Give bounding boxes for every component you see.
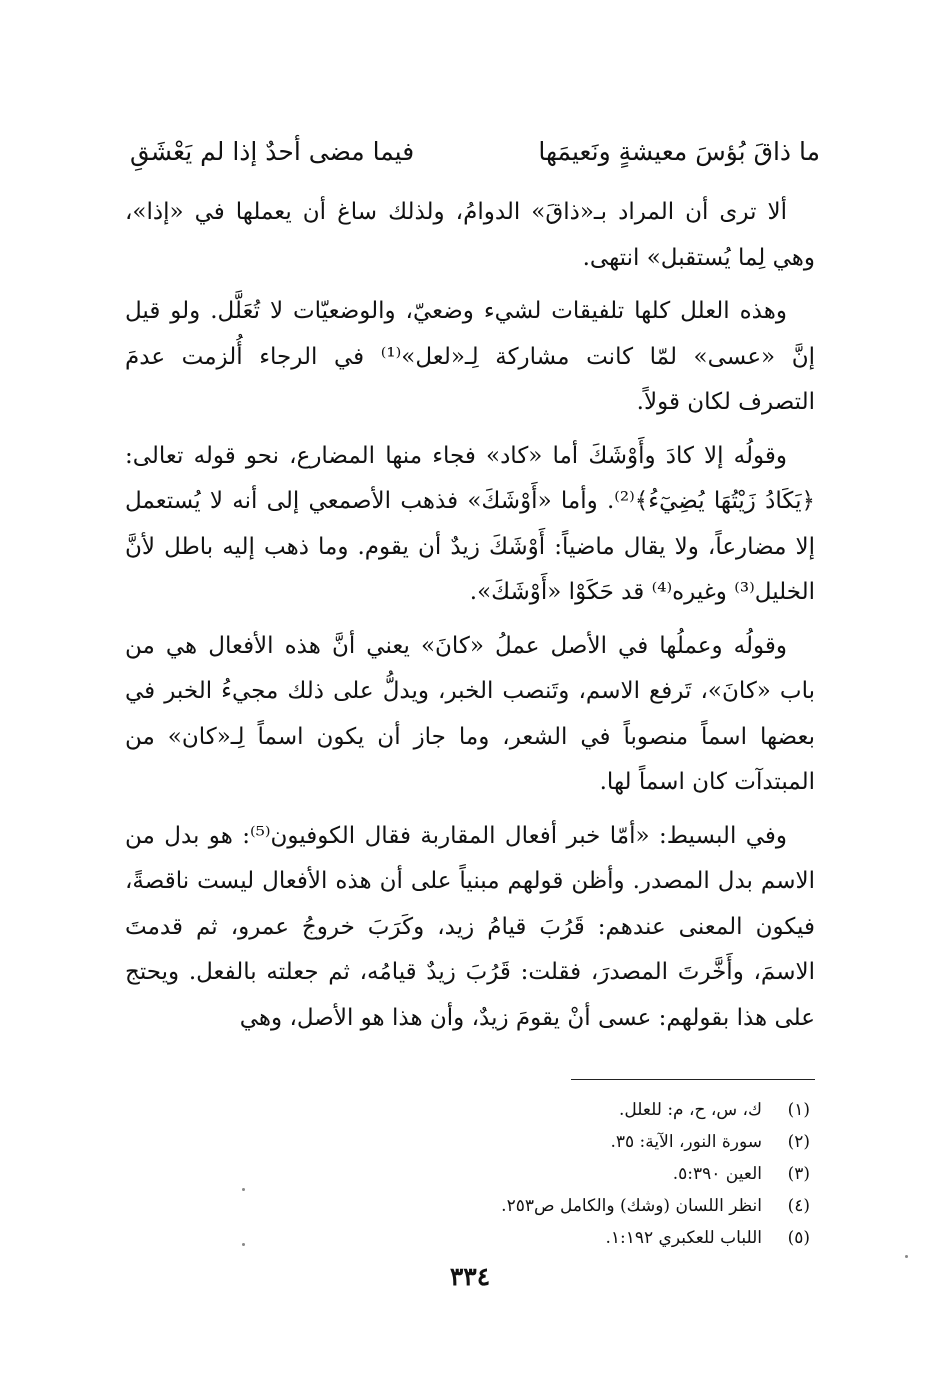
footnote-number: (١) bbox=[787, 1100, 810, 1120]
verse-second-hemistich: فيما مضى أحدٌ إذا لم يَعْشَقِ bbox=[130, 137, 415, 166]
scan-speck bbox=[905, 1255, 908, 1258]
main-text bbox=[125, 190, 815, 1049]
footnote-number: (٢) bbox=[787, 1132, 810, 1152]
footnote bbox=[125, 1094, 810, 1126]
scan-speck bbox=[242, 1188, 245, 1191]
footnote bbox=[125, 1222, 810, 1254]
footnote-text: اللباب للعكبري ١:١٩٢. bbox=[605, 1228, 762, 1248]
paragraph: وقولُه وعملُها في الأصل عملُ «كانَ» يعني أنَّ هذه الأفعال هي من باب «كانَ»، تَرفع الاسم، وتَنصب الخبر، ويدلُّ على ذلك مجيءُ الخبر في بعضها اسماً منصوباً في الشعر، وما جاز أن يكون اسماً لِـ«كان» من المبتدآت كان اسماً لها. bbox=[125, 632, 815, 795]
paragraph: وهذه العلل كلها تلفيقات لشيء وضعيّ، والوضعيّات لا تُعَلَّل. ولو قيل إنَّ «عسى» لمّا كانت مشاركة لِـ«لعل»⁽¹⁾ في الرجاء أُلزمت عدمَ التصرف لكان قولاً. bbox=[125, 298, 815, 415]
footnote-number: (٣) bbox=[787, 1164, 810, 1184]
footnote-number: (٤) bbox=[787, 1196, 810, 1216]
footnote bbox=[125, 1126, 810, 1158]
poetry-verse bbox=[130, 132, 820, 172]
footnote-text: ك، س، ح، م: للعلل. bbox=[619, 1100, 762, 1120]
scan-speck bbox=[242, 1243, 245, 1246]
footnote-text: انظر اللسان (وشك) والكامل ص٢٥٣. bbox=[501, 1196, 762, 1216]
page-number: ٣٣٤ bbox=[449, 1262, 491, 1291]
footnote-number: (٥) bbox=[787, 1228, 810, 1248]
footnote-text: العين ٥:٣٩٠. bbox=[672, 1164, 762, 1184]
footnotes bbox=[125, 1094, 810, 1254]
footnote-text: سورة النور، الآية: ٣٥. bbox=[610, 1132, 762, 1152]
paragraph: وقولُه إلا كادَ وأَوْشَكَ أما «كاد» فجاء منها المضارع، نحو قوله تعالى: ﴿يَكَادُ زَيْتُهَا يُضِيٓءُ﴾⁽²⁾. وأما «أَوْشَكَ» فذهب الأصمعي إلى أنه لا يُستعمل إلا مضارعاً، ولا يقال ماضياً: أَوْشَكَ زيدٌ أن يقوم. وما ذهب إليه باطل لأنَّ الخليل⁽³⁾ وغيره⁽⁴⁾ قد حَكَوْا «أَوْشَكَ». bbox=[125, 442, 815, 605]
footnote bbox=[125, 1190, 810, 1222]
paragraph: ألا ترى أن المراد بـ«ذاقَ» الدوامُ، ولذلك ساغ أن يعملها في «إذا»، وهي لِما يُستقبل» انتهى. bbox=[125, 199, 815, 271]
paragraph: وفي البسيط: «أمّا خبر أفعال المقاربة فقال الكوفيون⁽⁵⁾: هو بدل من الاسم بدل المصدر. وأظن قولهم مبنياً على أن هذه الأفعال ليست ناقصةً، فيكون المعنى عندهم: قَرُبَ قيامُ زيد، وكَرَبَ خروجُ عمرو، ثم قدمتَ الاسمَ، وأَخَّرتَ المصدرَ، فقلت: قَرُبَ زيدٌ قيامُه، ثم جعلته بالفعل. ويحتج على هذا بقولهم: عسى أنْ يقومَ زيدٌ، وأن هذا هو الأصل، وهي bbox=[125, 822, 815, 1031]
verse-first-hemistich: ما ذاقَ بُؤسَ معيشةٍ ونَعيمَها bbox=[538, 137, 820, 166]
footnote-divider bbox=[571, 1079, 815, 1080]
footnote bbox=[125, 1158, 810, 1190]
